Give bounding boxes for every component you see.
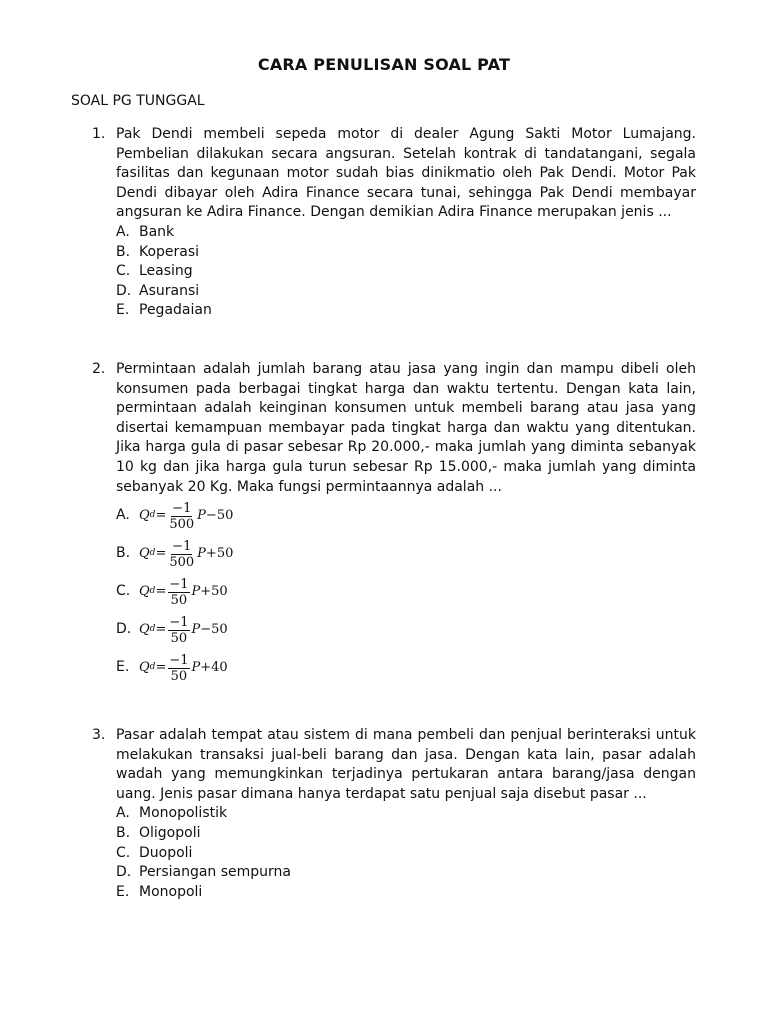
option-text: Monopolistik xyxy=(139,805,228,822)
question-stem: Pasar adalah tempat atau sistem di mana pembeli dan penjual berinteraksi untuk melakukan transaksi jual-beli barang dan jasa. Dengan kata lain, pasar adalah wadah yang memungkinkan terjadinya pertukaran antara barang/jasa dengan uang. Jenis pasar dimana hanya terdapat satu penjual saja disebut pasar ... xyxy=(116,727,696,802)
option-c xyxy=(116,844,696,864)
formula-constant: +50 xyxy=(205,546,234,562)
question-stem: Pak Dendi membeli sepeda motor di dealer Agung Sakti Motor Lumajang. Pembelian dilakukan secara angsuran. Setelah kontrak di tandatangani, segala fasilitas dan kegunaan motor sudah bias dinikmatio oleh Pak Dendi. Motor Pak Dendi dibayar oleh Adira Finance secara tunai, sehingga Pak Dendi membayar angsuran ke Adira Finance. Dengan demikian Adira Finance merupakan jenis ... xyxy=(116,126,696,221)
formula-equals: = xyxy=(155,546,167,562)
formula-q: Q xyxy=(139,546,150,562)
option-e xyxy=(116,301,696,321)
option-letter: C. xyxy=(116,844,131,861)
formula-constant: +40 xyxy=(200,660,228,676)
option-text: Koperasi xyxy=(139,243,200,260)
demand-formula xyxy=(139,539,233,570)
option-letter: B. xyxy=(116,824,131,841)
option-e xyxy=(116,649,696,687)
formula-fraction xyxy=(168,577,189,608)
option-letter: D. xyxy=(116,864,132,881)
option-list xyxy=(116,804,696,902)
formula-q: Q xyxy=(139,622,150,638)
fraction-numerator: −1 xyxy=(172,538,192,554)
formula-constant: −50 xyxy=(205,508,234,524)
question-2 xyxy=(92,360,696,687)
fraction-denominator: 50 xyxy=(170,592,188,608)
formula-variable: P xyxy=(197,508,206,524)
formula-subscript: d xyxy=(149,510,156,521)
demand-formula xyxy=(139,615,228,646)
option-c xyxy=(116,262,696,282)
fraction-numerator: −1 xyxy=(169,614,189,630)
option-text: Duopoli xyxy=(139,844,193,861)
option-text: Persiangan sempurna xyxy=(139,864,292,881)
question-number: 3. xyxy=(92,727,106,743)
formula-equals: = xyxy=(155,584,167,600)
option-d xyxy=(116,611,696,649)
option-list xyxy=(116,223,696,321)
option-text: Pegadaian xyxy=(139,302,212,319)
formula-fraction xyxy=(168,653,189,684)
question-stem: Permintaan adalah jumlah barang atau jasa yang ingin dan mampu dibeli oleh konsumen pada berbagai tingkat harga dan waktu tertentu. Dengan kata lain, permintaan adalah keinginan konsumen untuk membeli barang atau jasa yang disertai kemampuan membayar pada tingkat harga dan waktu yang ditentukan. Jika harga gula di pasar sebesar Rp 20.000,- maka jumlah yang diminta sebanyak 10 kg dan jika harga gula turun sebesar Rp 15.000,- maka jumlah yang diminta sebanyak 20 Kg. Maka fungsi permintaannya adalah ... xyxy=(116,361,696,495)
option-letter: A. xyxy=(116,507,130,524)
option-b xyxy=(116,824,696,844)
formula-constant: +50 xyxy=(200,584,228,600)
option-letter: A. xyxy=(116,223,130,240)
option-letter: D. xyxy=(116,621,132,638)
option-a xyxy=(116,497,696,535)
formula-constant: −50 xyxy=(200,622,228,638)
formula-variable: P xyxy=(191,584,201,600)
option-letter: C. xyxy=(116,583,131,600)
option-text: Asuransi xyxy=(139,282,200,299)
formula-equals: = xyxy=(155,508,167,524)
option-a xyxy=(116,223,696,243)
option-text: Monopoli xyxy=(139,883,203,900)
option-a xyxy=(116,804,696,824)
option-text: Oligopoli xyxy=(139,824,201,841)
formula-subscript: d xyxy=(149,662,156,673)
option-d xyxy=(116,282,696,302)
section-label: SOAL PG TUNGGAL xyxy=(71,93,205,109)
option-letter: C. xyxy=(116,263,131,280)
formula-q: Q xyxy=(139,660,150,676)
option-d xyxy=(116,863,696,883)
fraction-denominator: 500 xyxy=(169,516,195,532)
option-letter: E. xyxy=(116,883,130,900)
fraction-denominator: 500 xyxy=(169,554,195,570)
page-title: CARA PENULISAN SOAL PAT xyxy=(257,55,511,74)
formula-subscript: d xyxy=(149,586,156,597)
formula-equals: = xyxy=(155,622,167,638)
option-list xyxy=(116,497,696,687)
demand-formula xyxy=(139,577,228,608)
option-letter: D. xyxy=(116,282,132,299)
fraction-denominator: 50 xyxy=(170,630,188,646)
demand-formula xyxy=(139,501,233,532)
formula-q: Q xyxy=(139,508,150,524)
formula-subscript: d xyxy=(149,624,156,635)
fraction-numerator: −1 xyxy=(172,500,192,516)
question-number: 2. xyxy=(92,361,106,377)
fraction-denominator: 50 xyxy=(170,668,188,684)
option-b xyxy=(116,243,696,263)
formula-q: Q xyxy=(139,584,150,600)
fraction-numerator: −1 xyxy=(169,652,189,668)
formula-variable: P xyxy=(191,622,201,638)
question-3 xyxy=(92,726,696,902)
option-letter: B. xyxy=(116,545,131,562)
formula-fraction xyxy=(168,539,195,570)
formula-equals: = xyxy=(155,660,167,676)
fraction-numerator: −1 xyxy=(169,576,189,592)
question-number: 1. xyxy=(92,126,106,142)
formula-variable: P xyxy=(191,660,201,676)
question-1 xyxy=(92,125,696,321)
option-e xyxy=(116,883,696,903)
option-letter: E. xyxy=(116,302,130,319)
option-text: Bank xyxy=(139,223,175,240)
demand-formula xyxy=(139,653,228,684)
option-letter: B. xyxy=(116,243,131,260)
formula-fraction xyxy=(168,615,189,646)
option-text: Leasing xyxy=(139,263,193,280)
option-letter: A. xyxy=(116,805,130,822)
formula-fraction xyxy=(168,501,195,532)
formula-subscript: d xyxy=(149,548,156,559)
option-letter: E. xyxy=(116,659,130,676)
option-b xyxy=(116,535,696,573)
option-c xyxy=(116,573,696,611)
formula-variable: P xyxy=(197,546,206,562)
